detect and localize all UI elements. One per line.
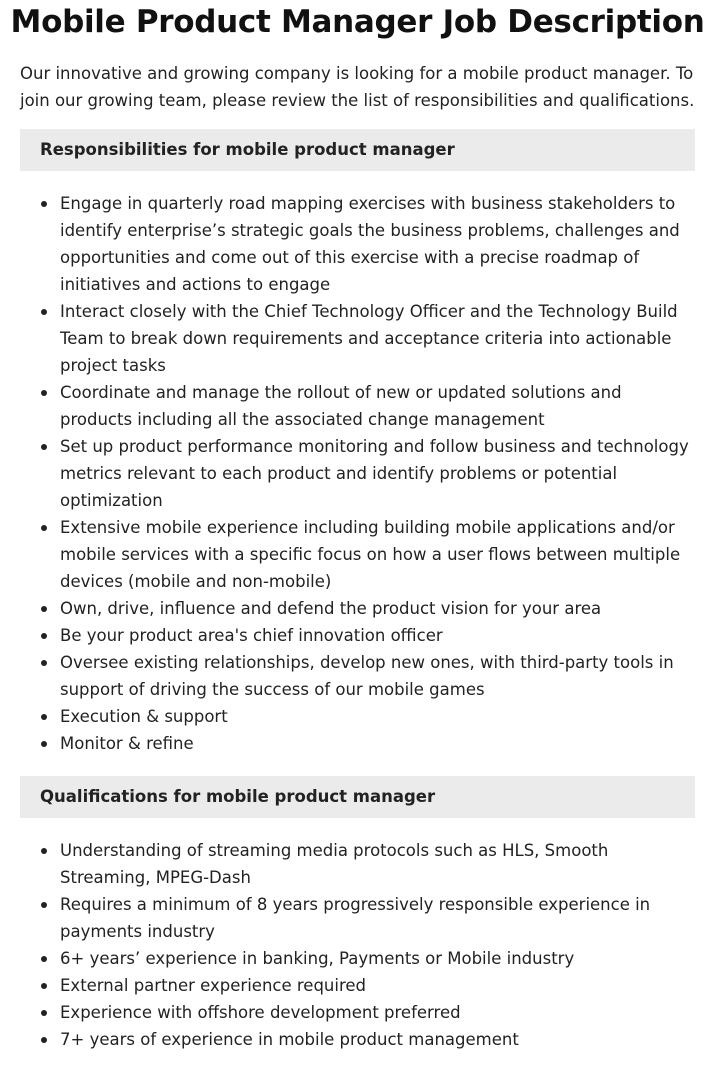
responsibilities-list xyxy=(20,190,696,757)
responsibilities-heading: Responsibilities for mobile product manager xyxy=(20,129,695,171)
page-title: Mobile Product Manager Job Description xyxy=(10,4,705,40)
list-item: Set up product performance monitoring and follow business and technology metrics relevant to each product and identify problems or potential optimization xyxy=(20,433,696,514)
list-item: 7+ years of experience in mobile product management xyxy=(20,1026,696,1053)
list-item: Interact closely with the Chief Technology Officer and the Technology Build Team to break down requirements and acceptance criteria into actionable project tasks xyxy=(20,298,696,379)
list-item: Experience with offshore development preferred xyxy=(20,999,696,1026)
list-item: Oversee existing relationships, develop new ones, with third-party tools in support of driving the success of our mobile games xyxy=(20,649,696,703)
qualifications-list xyxy=(20,837,696,1053)
list-item: Extensive mobile experience including building mobile applications and/or mobile services with a specific focus on how a user flows between multiple devices (mobile and non-mobile) xyxy=(20,514,696,595)
intro-paragraph: Our innovative and growing company is looking for a mobile product manager. To join our growing team, please review the list of responsibilities and qualifications. xyxy=(20,64,695,110)
list-item: 6+ years’ experience in banking, Payments or Mobile industry xyxy=(20,945,696,972)
list-item: External partner experience required xyxy=(20,972,696,999)
qualifications-heading: Qualifications for mobile product manager xyxy=(20,776,695,818)
list-item: Coordinate and manage the rollout of new or updated solutions and products including all the associated change management xyxy=(20,379,696,433)
list-item: Requires a minimum of 8 years progressively responsible experience in payments industry xyxy=(20,891,696,945)
list-item: Be your product area's chief innovation officer xyxy=(20,622,696,649)
list-item: Own, drive, influence and defend the product vision for your area xyxy=(20,595,696,622)
list-item: Execution & support xyxy=(20,703,696,730)
list-item: Understanding of streaming media protocols such as HLS, Smooth Streaming, MPEG-Dash xyxy=(20,837,696,891)
list-item: Engage in quarterly road mapping exercises with business stakeholders to identify enterprise’s strategic goals the business problems, challenges and opportunities and come out of this exercise with a precise roadmap of initiatives and actions to engage xyxy=(20,190,696,298)
list-item: Monitor & refine xyxy=(20,730,696,757)
